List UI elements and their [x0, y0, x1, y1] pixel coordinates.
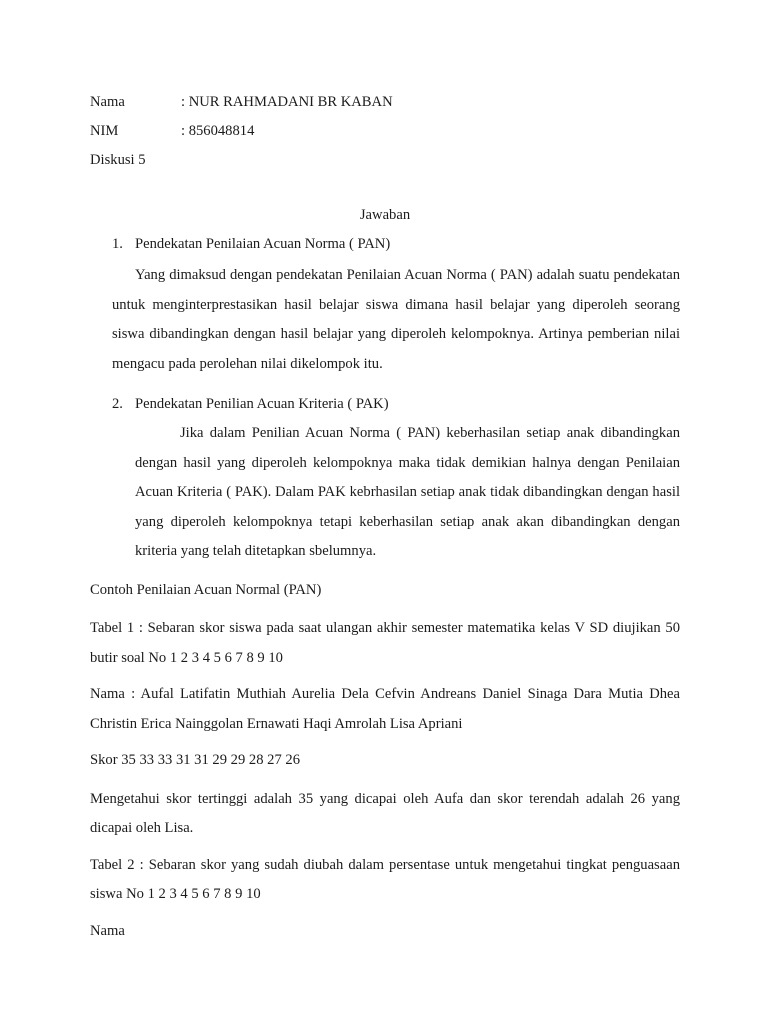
contoh-heading: Contoh Penilaian Acuan Normal (PAN)	[90, 581, 322, 598]
section-heading-text: Pendekatan Penilaian Acuan Norma ( PAN)	[135, 236, 391, 252]
skor-row: Skor 35 33 33 31 31 29 29 28 27 26	[90, 752, 300, 768]
section-number: 1.	[112, 236, 123, 252]
nama-list: Nama : Aufal Latifatin Muthiah Aurelia Dela Cefvin Andreans Daniel Sinaga Dara Mutia Dhea Christin Erica Nainggolan Ernawati Haqi Amrolah Lisa Apriani	[90, 686, 680, 732]
nim-row	[90, 117, 680, 146]
document-title: Jawaban	[359, 207, 411, 223]
name-label: Nama	[90, 94, 125, 110]
nim-value: : 856048814	[181, 123, 255, 139]
tabel2-caption: Tabel 2 : Sebaran skor yang sudah diubah dalam persentase untuk mengetahui tingkat penguasaan siswa No 1 2 3 4 5 6 7 8 9 10	[90, 856, 680, 902]
name-value: : NUR RAHMADANI BR KABAN	[181, 94, 393, 110]
section-heading-text: Pendekatan Penilian Acuan Kriteria ( PAK)	[135, 396, 389, 412]
nama-end: Nama	[90, 922, 125, 939]
section-body-pak: Jika dalam Penilian Acuan Norma ( PAN) keberhasilan setiap anak dibandingkan dengan hasil yang diperoleh kelompoknya maka tidak demikian halnya dengan Penilaian Acuan Kriteria ( PAK). Dalam PAK kebrhasilan setiap anak tidak dibandingkan dengan hasil yang diperoleh kelompoknya tetapi keberhasilan setiap anak akan dibandingkan dengan kriteria yang telah ditetapkan sbelumnya.	[135, 425, 680, 559]
mengetahui-text: Mengetahui skor tertinggi adalah 35 yang dicapai oleh Aufa dan skor terendah adalah 26 yang dicapai oleh Lisa.	[90, 790, 680, 836]
section-heading-pak	[90, 390, 680, 419]
nim-label: NIM	[90, 123, 119, 139]
tabel1-caption: Tabel 1 : Sebaran skor siswa pada saat ulangan akhir semester matematika kelas V SD diujikan 50 butir soal No 1 2 3 4 5 6 7 8 9 10	[90, 620, 680, 666]
section-heading-pan	[90, 230, 680, 259]
document-page	[90, 88, 680, 953]
section-body-pan: Yang dimaksud dengan pendekatan Penilaian Acuan Norma ( PAN) adalah suatu pendekatan untuk menginterprestasikan hasil belajar siswa dimana hasil belajar yang diperoleh seorang siswa dibandingkan dengan hasil belajar yang diperoleh kelompoknya. Artinya pemberian nilai mengacu pada perolehan nilai dikelompok itu.	[112, 267, 680, 372]
name-row	[90, 88, 680, 117]
diskusi-label: Diskusi 5	[90, 152, 146, 168]
section-number: 2.	[112, 396, 123, 412]
